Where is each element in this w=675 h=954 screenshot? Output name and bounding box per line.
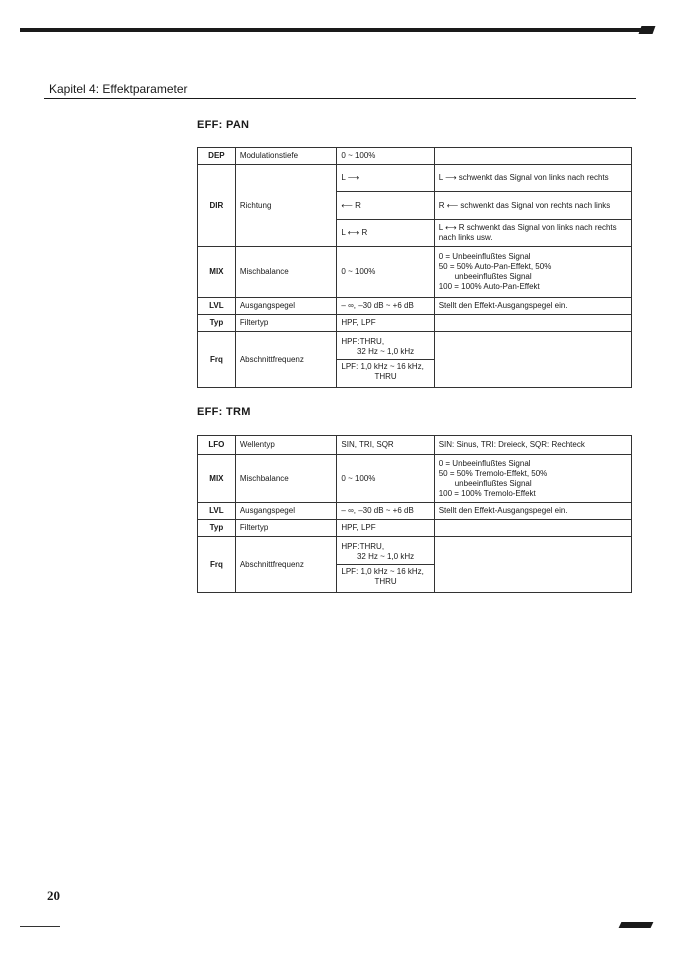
param-range: L ⟷ R: [337, 220, 434, 247]
param-abbr: Frq: [198, 332, 236, 388]
param-range: HPF, LPF: [337, 520, 434, 537]
param-name: Mischbalance: [235, 455, 337, 503]
param-name: Richtung: [235, 165, 337, 247]
param-name: Mischbalance: [235, 247, 337, 298]
range-line: 32 Hz ~ 1,0 kHz: [356, 552, 415, 561]
param-abbr: Frq: [198, 537, 236, 593]
param-name: Abschnittfrequenz: [235, 537, 337, 593]
table-row: [198, 520, 632, 537]
param-range: 0 ~ 100%: [337, 247, 434, 298]
desc-line: 0 = Unbeeinflußtes Signal: [438, 252, 531, 261]
param-desc: [434, 332, 631, 388]
param-desc: L ⟶ schwenkt das Signal von links nach rechts: [434, 165, 631, 192]
param-abbr: LFO: [198, 436, 236, 455]
param-range: SIN, TRI, SQR: [337, 436, 434, 455]
range-line: THRU: [374, 372, 397, 381]
pan-table: [197, 147, 632, 388]
table-row: [198, 148, 632, 165]
trm-heading: EFF: TRM: [197, 406, 251, 418]
range-lpf: [337, 564, 433, 589]
chapter-rule: [44, 98, 636, 99]
top-rule: [20, 28, 652, 32]
param-abbr: MIX: [198, 455, 236, 503]
desc-line: 0 = Unbeeinflußtes Signal: [438, 458, 531, 468]
param-desc: Stellt den Effekt-Ausgangspegel ein.: [434, 503, 631, 520]
param-desc: [434, 520, 631, 537]
trm-table: [197, 435, 632, 593]
param-desc: R ⟵ schwenkt das Signal von rechts nach links: [434, 192, 631, 220]
bottom-mark: [619, 922, 654, 928]
desc-line: unbeeinflußtes Signal: [454, 478, 532, 488]
param-range: [337, 332, 434, 388]
param-desc: [434, 455, 631, 503]
table-row: [198, 298, 632, 315]
table-row: [198, 247, 632, 298]
param-abbr: MIX: [198, 247, 236, 298]
table-row: [198, 455, 632, 503]
param-abbr: LVL: [198, 298, 236, 315]
range-line: LPF: 1,0 kHz ~ 16 kHz,: [341, 362, 424, 371]
param-name: Filtertyp: [235, 315, 337, 332]
param-name: Filtertyp: [235, 520, 337, 537]
param-abbr: DIR: [198, 165, 236, 247]
param-range: HPF, LPF: [337, 315, 434, 332]
param-range: [337, 537, 434, 593]
param-range: – ∞, –30 dB ~ +6 dB: [337, 503, 434, 520]
table-row: [198, 332, 632, 388]
param-name: Wellentyp: [235, 436, 337, 455]
range-line: 32 Hz ~ 1,0 kHz: [356, 347, 415, 356]
param-desc: [434, 247, 631, 298]
param-desc: SIN: Sinus, TRI: Dreieck, SQR: Rechteck: [434, 436, 631, 455]
param-abbr: Typ: [198, 520, 236, 537]
range-lpf: [337, 359, 433, 384]
param-desc: [434, 315, 631, 332]
table-row: [198, 165, 632, 192]
desc-line: 50 = 50% Tremolo-Effekt, 50%: [438, 468, 548, 478]
chapter-title: Kapitel 4: Effektparameter: [49, 82, 188, 96]
desc-line: unbeeinflußtes Signal: [454, 272, 532, 281]
range-hpf: [337, 335, 433, 359]
table-row: [198, 503, 632, 520]
range-line: HPF:THRU,: [341, 542, 385, 551]
pan-heading: EFF: PAN: [197, 119, 250, 131]
param-range: 0 ~ 100%: [337, 148, 434, 165]
param-desc: Stellt den Effekt-Ausgangspegel ein.: [434, 298, 631, 315]
bottom-rule: [20, 926, 60, 927]
param-range: L ⟶: [337, 165, 434, 192]
desc-line: 100 = 100% Auto-Pan-Effekt: [438, 282, 540, 291]
param-desc: [434, 148, 631, 165]
top-rule-tail: [639, 26, 656, 34]
param-desc: L ⟷ R schwenkt das Signal von links nach rechts nach links usw.: [434, 220, 631, 247]
range-line: HPF:THRU,: [341, 337, 385, 346]
param-desc: [434, 537, 631, 593]
param-range: 0 ~ 100%: [337, 455, 434, 503]
param-name: Modulationstiefe: [235, 148, 337, 165]
table-row: [198, 436, 632, 455]
table-row: [198, 537, 632, 593]
param-name: Ausgangspegel: [235, 298, 337, 315]
param-range: – ∞, –30 dB ~ +6 dB: [337, 298, 434, 315]
param-name: Abschnittfrequenz: [235, 332, 337, 388]
page-number: 20: [47, 888, 60, 903]
param-name: Ausgangspegel: [235, 503, 337, 520]
desc-line: 100 = 100% Tremolo-Effekt: [438, 488, 536, 498]
table-row: [198, 315, 632, 332]
param-abbr: DEP: [198, 148, 236, 165]
range-line: LPF: 1,0 kHz ~ 16 kHz,: [341, 567, 424, 576]
range-line: THRU: [374, 577, 397, 586]
desc-line: 50 = 50% Auto-Pan-Effekt, 50%: [438, 262, 552, 271]
param-range: ⟵ R: [337, 192, 434, 220]
param-abbr: LVL: [198, 503, 236, 520]
range-hpf: [337, 540, 433, 564]
param-abbr: Typ: [198, 315, 236, 332]
